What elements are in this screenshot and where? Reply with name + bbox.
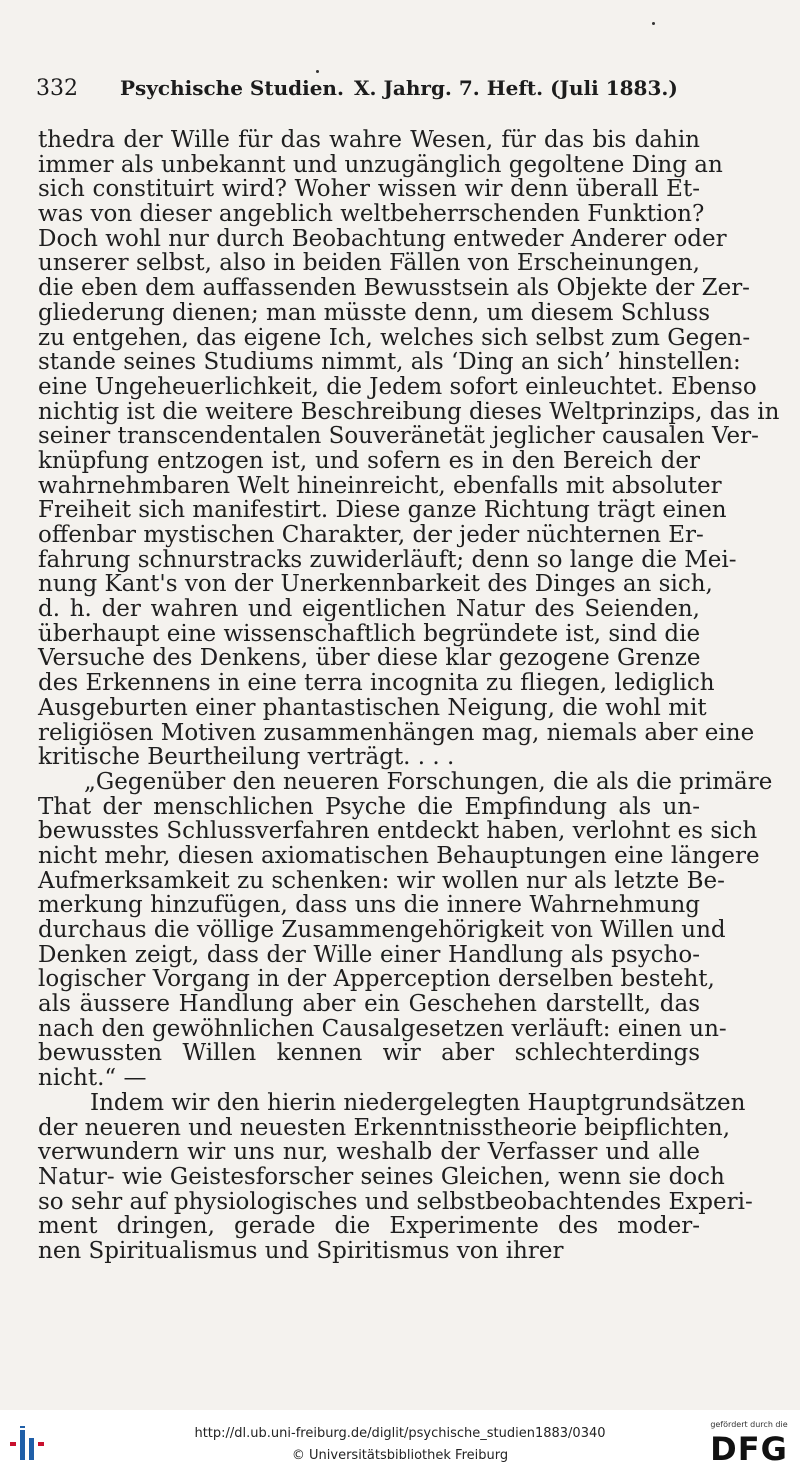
text-line: seiner transcendentalen Souveränetät jeglicher causalen Ver- [38,423,759,450]
journal-title: Psychische Studien. [120,76,344,100]
text-line: merkung hinzufügen, dass uns die innere Wahrnehmung [38,892,700,919]
text-line: verwundern wir uns nur, weshalb der Verfasser und alle [38,1139,700,1166]
text-line: die eben dem auffassenden Bewusstsein als Objekte der Zer- [38,275,750,302]
text-line: Indem wir den hierin niedergelegten Hauptgrundsätzen [90,1089,746,1116]
text-line: d. h. der wahren und eigentlichen Natur des Seienden, [38,596,700,623]
text-line: „Gegenüber den neueren Forschungen, die als die primäre [84,768,773,795]
text-line: ment dringen, gerade die Experimente des moder- [38,1213,700,1240]
copyright-notice: © Universitätsbibliothek Freiburg [291,1448,509,1463]
text-line: durchaus die völlige Zusammengehörigkeit von Willen und [38,917,726,943]
running-header [36,76,716,102]
text-line: nicht mehr, diesen axiomatischen Behauptungen eine längere [38,842,760,869]
text-line: unserer selbst, also in beiden Fällen von Erscheinungen, [38,250,700,277]
text-line: immer als unbekannt und unzugänglich gegoltene Ding an [38,151,723,178]
text-line: zu entgehen, das eigene Ich, welches sich selbst zum Gegen- [38,324,751,351]
text-line: bewussten Willen kennen wir aber schlechterdings [38,1040,700,1067]
text-line: kritische Beurtheilung verträgt. . . . [38,744,455,771]
text-line: als äussere Handlung aber ein Geschehen darstellt, das [38,991,700,1018]
sponsor-tagline: gefördert durch die [710,1420,788,1429]
page-number: 332 [36,76,78,101]
text-line: des Erkennens in eine terra incognita zu fliegen, lediglich [38,670,715,697]
text-line: knüpfung entzogen ist, und sofern es in den Bereich der [38,447,700,474]
text-line: logischer Vorgang in der Apperception derselben besteht, [38,966,715,993]
text-line: religiösen Motiven zusammenhängen mag, niemals aber eine [38,719,755,746]
text-line: so sehr auf physiologisches und selbstbeobachtendes Experi- [38,1188,753,1215]
text-line: fahrung schnurstracks zuwiderläuft; denn so lange die Mei- [38,546,737,573]
text-line: bewusstes Schlussverfahren entdeckt haben, verlohnt es sich [38,818,758,845]
text-line: Natur- wie Geistesforscher seines Gleichen, wenn sie doch [38,1163,725,1190]
source-url[interactable]: http://dl.ub.uni-freiburg.de/diglit/psychische_studien1883/0340 [194,1426,606,1441]
text-line: thedra der Wille für das wahre Wesen, für das bis dahin [38,127,700,153]
text-line: sich constituirt wird? Woher wissen wir denn überall Et- [38,176,700,203]
text-line: Ausgeburten einer phantastischen Neigung, die wohl mit [38,694,707,721]
text-line: Aufmerksamkeit zu schenken: wir wollen nur als letzte Be- [38,867,725,894]
text-line: überhaupt eine wissenschaftlich begründete ist, sind die [38,620,701,647]
text-line: gliederung dienen; man müsste denn, um diesem Schluss [38,299,711,326]
dfg-sponsor [704,1420,794,1470]
text-line: That der menschlichen Psyche die Empfindung als un- [38,793,700,820]
scan-speck [652,22,655,25]
issue-info: X. Jahrg. 7. Heft. (Juli 1883.) [354,76,678,100]
text-line: offenbar mystischen Charakter, der jeder nüchternen Er- [38,522,704,548]
text-line: nach den gewöhnlichen Causalgesetzen verläuft: einen un- [38,1015,727,1042]
text-line: Versuche des Denkens, über diese klar gezogene Grenze [38,645,701,672]
viewer-footer [0,1410,800,1472]
text-line: Denken zeigt, dass der Wille einer Handlung als psycho- [38,941,700,968]
text-line: nichtig ist die weitere Beschreibung dieses Weltprinzips, das in [38,398,780,425]
text-line: wahrnehmbaren Welt hineinreicht, ebenfalls mit absoluter [38,472,722,499]
dfg-logo: DFG [710,1430,788,1468]
scan-speck [316,70,319,73]
text-line: nen Spiritualismus und Spiritismus von ihrer [38,1237,564,1264]
text-line: Freiheit sich manifestirt. Diese ganze Richtung trägt einen [38,497,727,524]
text-line: stande seines Studiums nimmt, als ‘Ding an sich’ hinstellen: [38,349,741,376]
text-line: der neueren und neuesten Erkenntnisstheorie beipflichten, [38,1114,731,1141]
text-line: was von dieser angeblich weltbeherrschenden Funktion? [38,201,705,228]
body-text [38,127,780,1264]
text-line: eine Ungeheuerlichkeit, die Jedem sofort einleuchtet. Ebenso [38,373,757,400]
text-line: nicht.“ — [38,1065,147,1092]
text-line: Doch wohl nur durch Beobachtung entweder Anderer oder [38,225,727,252]
text-line: nung Kant's von der Unerkennbarkeit des Dinges an sich, [38,571,713,598]
